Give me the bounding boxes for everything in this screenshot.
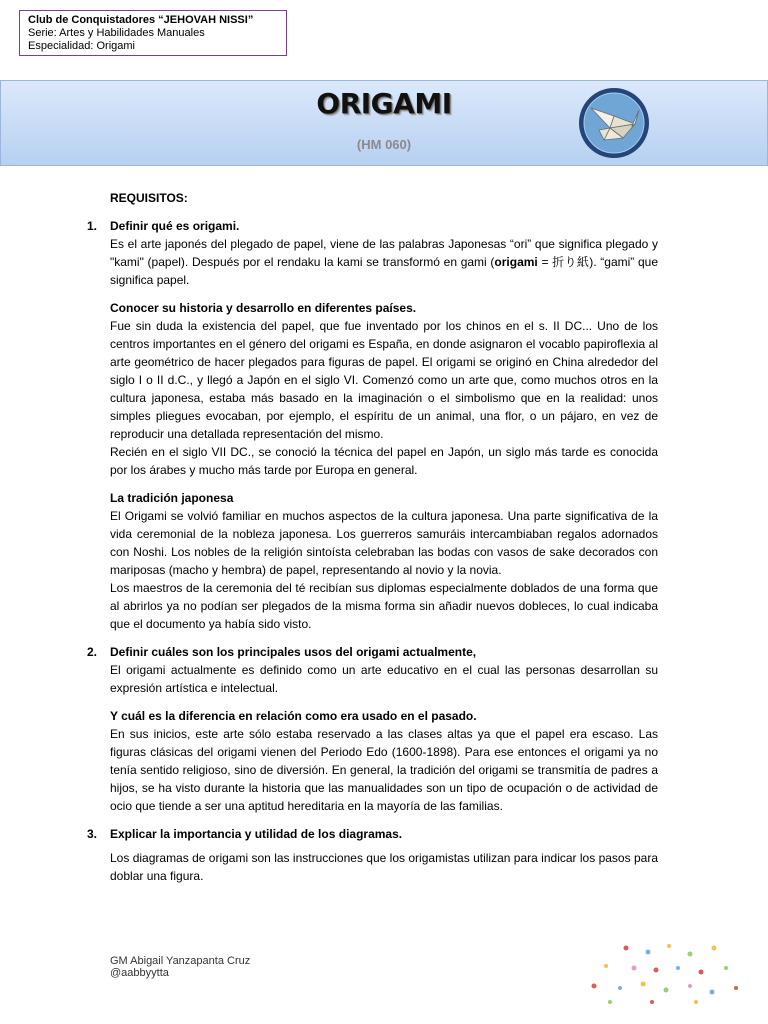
tradition-heading: La tradición japonesa xyxy=(110,491,234,505)
club-header-box xyxy=(19,10,287,56)
requirement-heading: Definir cuáles son los principales usos del origami actualmente, xyxy=(110,645,477,659)
serie-label: Serie: Artes y Habilidades Manuales xyxy=(28,27,205,39)
requisitos-label: REQUISITOS: xyxy=(110,191,188,205)
page-title: ORIGAMI xyxy=(316,87,452,120)
difference-paragraph: En sus inicios, este arte sólo estaba reservado a las clases altas ya que el papel era escaso. Las figuras clásicas del origami vienen del Periodo Edo (1600-1898). Para ese entonces el origami ya no tenía sentido religioso, sino de diversión. En general, la tradición del origami se transmitía de padres a hijos, se ha visto durante la historia que las manualidades son un tipo de ocupación o de actividad de ocio que tiende a ser una aptitud hereditaria en la mayoría de las familias. xyxy=(110,727,658,813)
tradition-paragraph-2: Los maestros de la ceremonia del té recibían sus diplomas especialmente doblados de una forma que al abrirlos ya no podían ser plegados de la misma forma sin añadir nuevos dobleces, lo cual indicaba que el documento ya había sido visto. xyxy=(110,581,658,631)
history-paragraph-1: Fue sin duda la existencia del papel, que fue inventado por los chinos en el s. II DC... Uno de los centros importantes en el género del origami es España, en donde asignaron el vocablo papiroflexia al arte geométrico de hacer plegados para figuras de papel. El origami se originó en China alrededor del siglo I o II d.C., y llegó a Japón en el siglo VI. Comenzó como un arte que, como muchos otros en la cultura japonesa, estaba más basado en la imaginación o el simbolismo que en la realidad: unos simples pliegues evocaban, por ejemplo, el espíritu de un animal, una flor, o un pájaro, en vez de reproducir una detallada representación del mismo. xyxy=(110,319,658,441)
definition-text-b: = 折り紙). “gami” que significa papel. xyxy=(110,255,659,287)
uses-paragraph: El origami actualmente es definido como un arte educativo en el cual las personas desarrollan su expresión artística e intelectual. xyxy=(110,663,658,695)
history-paragraph-2: Recién en el siglo VII DC., se conoció la técnica del papel en Japón, un siglo más tarde es conocida por los árabes y mucho más tarde por Europa en general. xyxy=(110,445,658,477)
item-number: 1. xyxy=(87,219,98,233)
definition-paragraph xyxy=(110,235,658,289)
item-number: 2. xyxy=(87,645,98,659)
author-name: GM Abigail Yanzapanta Cruz xyxy=(110,955,251,967)
club-name: Club de Conquistadores “JEHOVAH NISSI” xyxy=(28,14,254,26)
tradition-paragraph-1: El Origami se volvió familiar en muchos aspectos de la cultura japonesa. Una parte significativa de la vida ceremonial de la nobleza japonesa. Los guerreros samuráis intercambiaban regalos adornados con Noshi. Los nobles de la religión sintoísta celebraban las bodas con vasos de sake decorados con mariposas (macho y hembra) de papel, representando al novio y la novia. xyxy=(110,509,658,577)
footer-credits xyxy=(110,955,250,979)
item-number: 3. xyxy=(87,827,98,841)
requirement-heading: Definir qué es origami. xyxy=(110,219,240,233)
document-body xyxy=(87,189,659,885)
specialty-code: (HM 060) xyxy=(356,137,412,152)
requirement-2 xyxy=(87,643,658,815)
requirement-heading: Explicar la importancia y utilidad de los diagramas. xyxy=(110,827,403,841)
definition-bold: origami xyxy=(494,255,538,269)
author-handle: @aabbyytta xyxy=(110,967,169,979)
diagrams-paragraph: Los diagramas de origami son las instrucciones que los origamistas utilizan para indicar los pasos para doblar una figura. xyxy=(110,851,658,883)
requirement-3 xyxy=(87,825,658,885)
requirement-1 xyxy=(87,217,659,633)
definition-text-a: Es el arte japonés del plegado de papel, viene de las palabras Japonesas “ori” que significa plegado y "kami" (papel). Después por el rendaku la kami se transformó en gami ( xyxy=(110,237,658,269)
title-banner xyxy=(0,80,768,166)
history-heading: Conocer su historia y desarrollo en diferentes países. xyxy=(110,301,417,315)
difference-heading: Y cuál es la diferencia en relación como era usado en el pasado. xyxy=(110,709,477,723)
confetti-decoration xyxy=(586,938,746,1008)
especialidad-label: Especialidad: Origami xyxy=(28,40,135,52)
origami-crane-icon xyxy=(577,86,651,160)
